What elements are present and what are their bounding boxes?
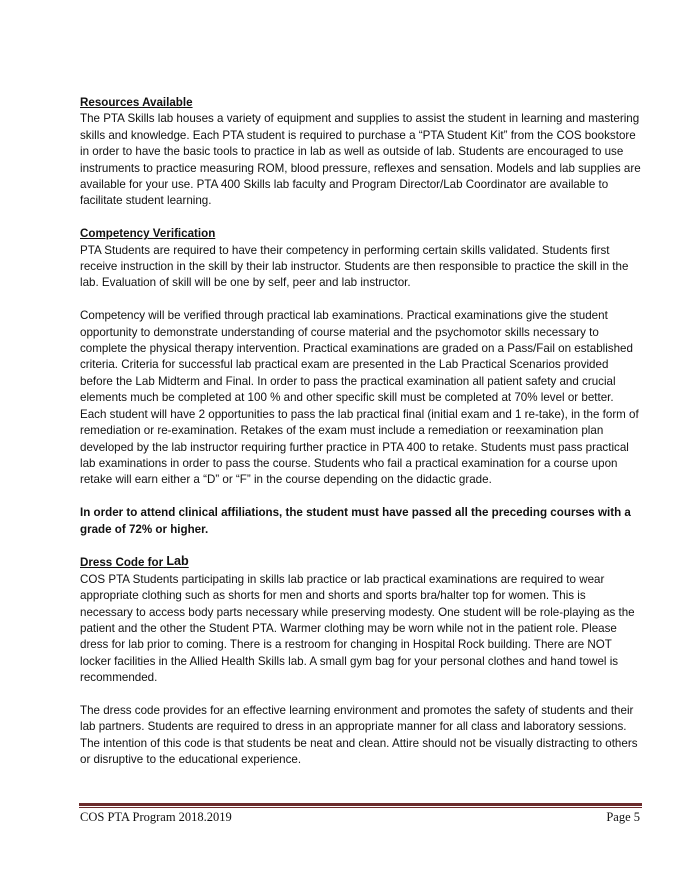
footer-program-label: COS PTA Program 2018.2019 bbox=[80, 810, 232, 824]
dress-code-paragraph-2: The dress code provides for an effective learning environment and promotes the safety of students and their lab partners. Students are required to dress in an appropriate manner for all class and laboratory sessions. The intention of this code is that students be neat and clean. Attire should not be visually distracting to others or disruptive to the educational experience. bbox=[80, 703, 638, 767]
competency-heading: Competency Verification bbox=[80, 227, 216, 241]
dress-code-heading bbox=[80, 554, 641, 571]
dress-code-paragraph-1: COS PTA Students participating in skills lab practice or lab practical examinations are required to wear appropriate clothing such as shorts for men and shorts and sports bra/halter top for women. This is necessary to access body parts necessary while preserving modesty. One student will be role-playing as the patient and the other the Student PTA. Warmer clothing may be worn while not in the patient role. Please dress for lab prior to coming. There is a restroom for changing in Hospital Rock building. There are NOT locker facilities in the Allied Health Skills lab. A small gym bag for your personal clothes and hand towel is recommended. bbox=[80, 572, 635, 685]
competency-paragraph-1: PTA Students are required to have their competency in performing certain skills validated. Students first receive instruction in the skill by their lab instructor. Students are then responsible to practice the skill in the lab. Evaluation of skill will be one by self, peer and lab instructor. bbox=[80, 243, 629, 290]
footer-rule-thin bbox=[79, 807, 642, 808]
spacer bbox=[80, 292, 641, 308]
document-body bbox=[80, 95, 641, 769]
resources-heading: Resources Available bbox=[80, 96, 193, 109]
dress-code-heading-prefix: Dress Code for bbox=[80, 556, 164, 570]
footer-divider bbox=[79, 803, 642, 808]
competency-paragraph-2: Competency will be verified through practical lab examinations. Practical examinations give the student opportunity to demonstrate understanding of course material and the psychomotor skills necessary to complete the physical therapy intervention. Practical examinations are graded on a Pass/Fail on established criteria. Criteria for successful lab practical exam are presented in the Lab Practical Scenarios provided before the Lab Midterm and Final. In order to pass the practical examination all patient safety and crucial elements much be completed at 100 % and other specific skill must be completed at 70% level or better. Each student will have 2 opportunities to pass the lab practical final (initial exam and 1 re-take), in the form of remediation or re-examination. Retakes of the exam must include a remediation or reexamination plan developed by the lab instructor requiring further practice in PTA 400 to retake. Students must pass practical lab examinations in order to pass the course. Students who fail a practical examination for a course upon retake will earn either a “D” or “F” in the course depending on the didactic grade. bbox=[80, 309, 639, 487]
resources-paragraph: The PTA Skills lab houses a variety of equipment and supplies to assist the student in learning and mastering skills and knowledge. Each PTA student is required to purchase a “PTA Student Kit” from the COS bookstore in order to have the basic tools to practice in lab as well as outside of lab. Students are encouraged to use instruments to practice measuring ROM, blood pressure, reflexes and sensation. Models and lab supplies are available for your use. PTA 400 Skills lab faculty and Program Director/Lab Coordinator are available to facilitate student learning. bbox=[80, 112, 641, 208]
dress-code-heading-suffix: Lab bbox=[166, 554, 189, 569]
clinical-affiliation-requirement: In order to attend clinical affiliations, the student must have passed all the preceding courses with a grade of 72% or higher. bbox=[80, 506, 631, 536]
footer-page-number: Page 5 bbox=[606, 810, 640, 824]
footer-rule-thick bbox=[79, 803, 642, 806]
spacer bbox=[80, 538, 641, 554]
spacer bbox=[80, 489, 641, 505]
spacer bbox=[80, 210, 641, 226]
spacer bbox=[80, 687, 641, 703]
